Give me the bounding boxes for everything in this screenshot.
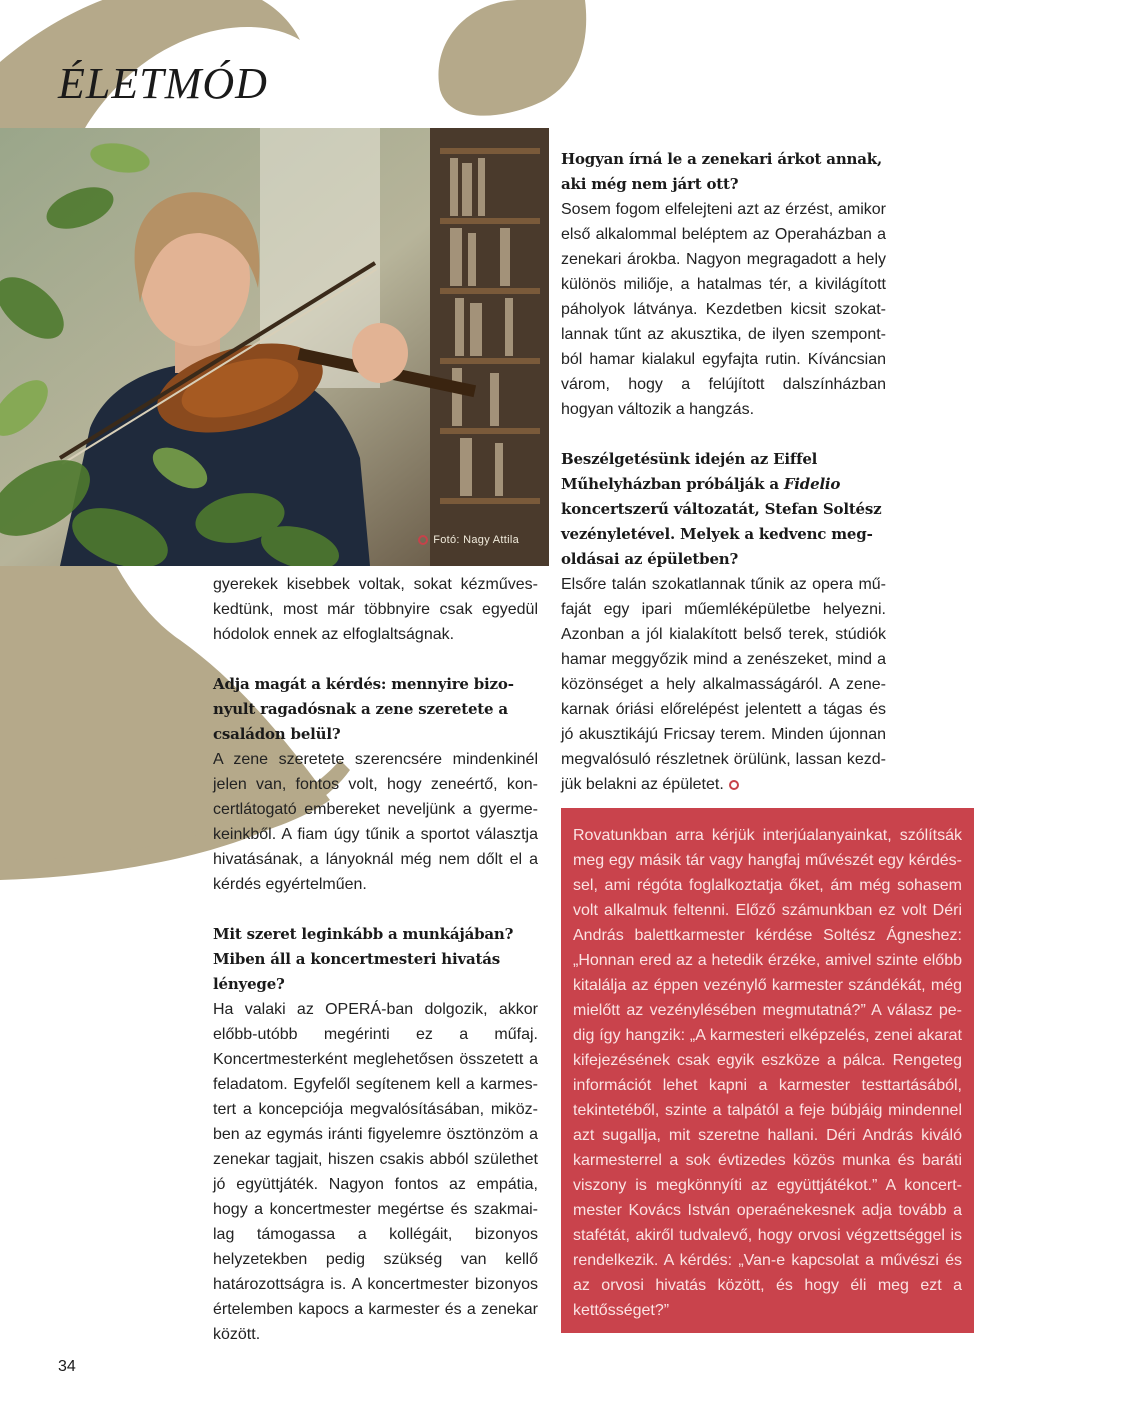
- page-number: 34: [58, 1358, 76, 1375]
- answer-4-text: Elsőre talán szokatlannak tűnik az opera műfaját egy ipari műemléképületbe helyezni. Azonban a jól kialakított belső terek, stúdiók hamar meggyőzik mind a zenészeket, mind a közönséget a hely alkalmasságáról. A zenekarnak óriási előrelépést jelentett a tágas és jó akusztikájú Fricsay terem. Minden újonnan megvalósuló részletnek örülünk, lassan kezdjük belakni az épületet.: [561, 576, 886, 793]
- question-1: Adja magát a kérdés: mennyire bizonyult ragadósnak a zene szeretete a családon belül?: [213, 675, 514, 743]
- intro-paragraph: gyerekek kisebbek voltak, sokat kézműveskedtünk, most már többnyire csak egyedül hódolok ennek az elfoglaltságnak.: [213, 576, 538, 643]
- question-4-italic: Fidelio: [783, 475, 841, 493]
- section-title: ÉLETMÓD: [58, 59, 268, 108]
- answer-3: Sosem fogom elfelejteni azt az érzést, amikor első alkalommal beléptem az Operaházban a zenekari árokba. Nagyon megragadott a hely különös miliője, a hatalmas tér, a kivilágított páholyok látványa. Kezdetben kicsit szokatlannak tűnt az akusztika, de ilyen szempontból hamar kialakul egyfajta rutin. Kíváncsian várom, hogy a felújított dalszínházban hogyan változik a hangzás.: [561, 201, 886, 418]
- photo-credit: [418, 534, 519, 546]
- info-box-text: Rovatunkban arra kérjük interjúalanyainkat, szólítsák meg egy másik tár vagy hangfaj művészét egy kérdéssel, ami régóta foglalkoztatja őket, ám még sohasem volt alkalmuk feltenni. Előző számunkban ez volt Déri András balettkarmester kérdése Soltész Ágneshez: „Honnan ered az a hetedik érzéke, amivel szinte előbb kitalálja az éppen vezénylő karmester szándékát, még mielőtt az vezénylésében megmutatná?” A válasz pedig így hangzik: „A karmesteri elképzelés, zenei akarat kifejezésének csak egyik eszköze a pálca. Rengeteg információt lehet kapni a karmester testtartásából, tekintetéből, szinte a talpától a feje búbjáig mindennel azt sugallja, mit szeretne hallani. Déri András kiváló karmesterrel a sok évtizedes közös munka és baráti viszony is megkönnyíti az együttjátékot.” A koncertmester Kovács István operaénekesnek adja tovább a stafétát, akiről tudvalevő, hogy orvosi végzettséggel is rendelkezik. A kérdés: „Van-e kapcsolat a művészi és az orvosi hivatás között, és hogy éli meg ezt a kettősséget?”: [573, 827, 962, 1319]
- photo-credit-text: Fotó: Nagy Attila: [433, 534, 519, 546]
- question-4-part2: koncertszerű változatát, Stefan Soltész vezényletével. Melyek a kedvenc megoldásai az épületben?: [561, 500, 882, 568]
- question-4-part1: Beszélgetésünk idején az Eiffel Műhelyházban próbálják a: [561, 450, 818, 493]
- answer-2: Ha valaki az OPERÁ-ban dolgozik, akkor előbb-utóbb megérinti ez a műfaj. Koncertmesterként meglehetősen összetett a feladatom. Egyfelől segítenem kell a karmestert a koncepciója megvalósításában, miközben az egymás iránti figyelemre ösztönzöm a zenekar tagjait, hiszen csakis abból születhet jó együttjáték. Nagyon fontos az empátia, hogy a koncertmester megértse és szakmailag támogassa a kollégáit, bizonyos helyzetekben pedig szükség van kellő határozottságra is. A koncertmester bizonyos értelemben kapocs a karmester és a zenekar között.: [213, 1001, 538, 1343]
- answer-4: [561, 572, 886, 797]
- violinist-photo: [0, 128, 549, 566]
- ring-icon: [418, 535, 428, 545]
- decorative-blob: [438, 0, 586, 116]
- photo-illustration: [0, 128, 549, 566]
- question-2: Mit szeret leginkább a munkájában? Miben áll a koncertmesteri hivatás lényege?: [213, 925, 514, 993]
- right-column: [561, 147, 886, 797]
- end-ring-icon: [729, 780, 739, 790]
- left-column: [213, 572, 538, 1347]
- answer-1: A zene szeretete szerencsére mindenkinél jelen van, fontos volt, hogy zeneértő, koncertlátogató embereket neveljünk a gyermekeinkből. A fiam úgy tűnik a sportot választja hivatásának, a lányoknál még nem dőlt el a kérdés egyértelműen.: [213, 751, 538, 893]
- question-4: [561, 447, 886, 572]
- info-box: [561, 808, 974, 1333]
- question-3: Hogyan írná le a zenekari árkot annak, aki még nem járt ott?: [561, 150, 882, 193]
